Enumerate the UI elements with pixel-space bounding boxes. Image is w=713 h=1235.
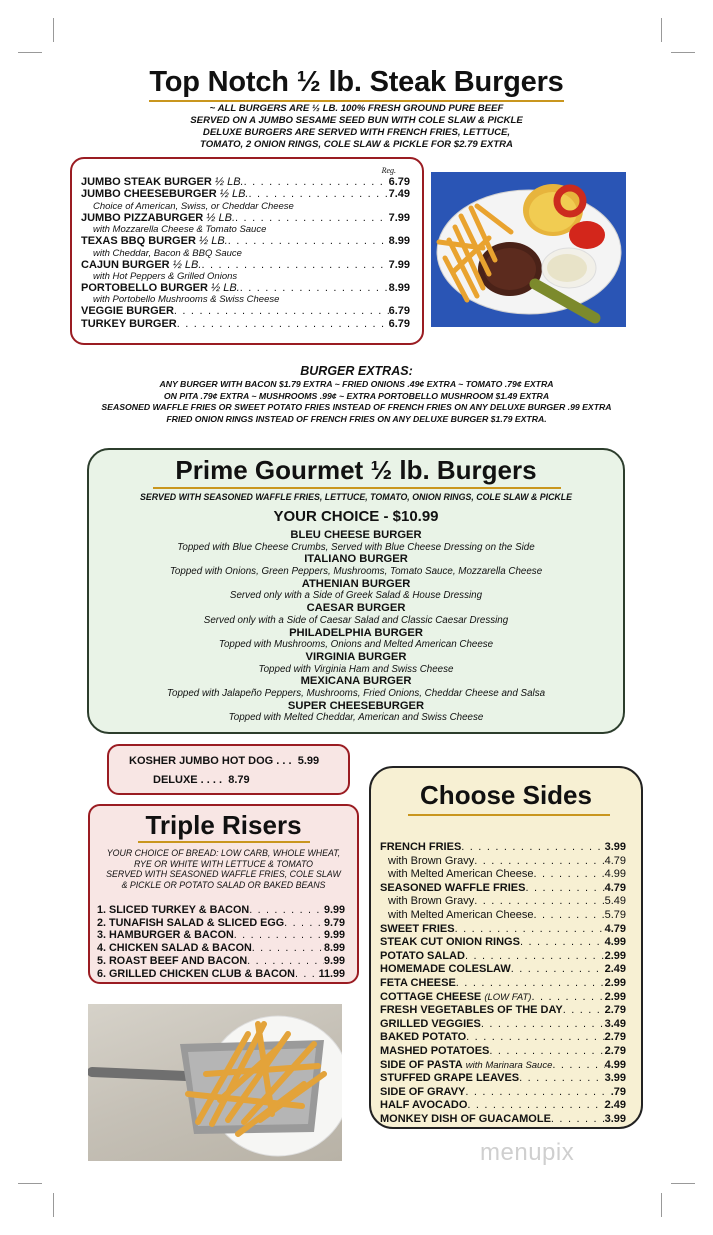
menu-item-description: Choice of American, Swiss, or Cheddar Cheese <box>93 200 294 212</box>
side-item-name: STUFFED GRAPE LEAVES <box>380 1072 520 1085</box>
dot-leader <box>461 841 604 855</box>
menu-item-price: 7.99 <box>388 258 410 271</box>
hot-dog-price: 5.99 <box>297 755 320 767</box>
burger-extras-title: BURGER EXTRAS: <box>300 364 413 378</box>
menu-item <box>81 212 410 224</box>
menu-item-price: 7.99 <box>388 211 410 224</box>
triple-riser-price: 11.99 <box>318 967 345 980</box>
menu-item <box>81 318 410 330</box>
crop-mark <box>53 1193 54 1217</box>
dot-leader <box>465 950 605 964</box>
side-item <box>380 1072 626 1086</box>
gourmet-burger-name: BLEU CHEESE BURGER <box>290 529 422 541</box>
menu-item-name: JUMBO CHEESEBURGER <box>81 188 217 201</box>
hot-dog-label: KOSHER JUMBO HOT DOG . . . <box>129 755 292 767</box>
triple-riser-name: 6. GRILLED CHICKEN CLUB & BACON <box>97 967 295 980</box>
side-item <box>380 1086 626 1100</box>
crop-mark <box>18 1183 42 1184</box>
menu-item <box>81 188 410 200</box>
side-item-price: 5.79 <box>604 908 626 921</box>
gourmet-burger-description: Topped with Virginia Ham and Swiss Cheese <box>258 663 454 675</box>
side-item-name: FRENCH FRIES <box>380 841 462 853</box>
gourmet-price: YOUR CHOICE - $10.99 <box>273 508 439 525</box>
side-item-name: with Melted American Cheese <box>388 868 534 881</box>
side-item <box>380 936 626 950</box>
dot-leader <box>456 977 605 991</box>
side-item <box>380 963 626 977</box>
side-item <box>380 868 626 882</box>
crop-mark <box>661 1193 662 1217</box>
dot-leader <box>551 1113 605 1127</box>
dot-leader <box>247 955 324 968</box>
gourmet-burger-description: Topped with Melted Cheddar, American and Swiss Cheese <box>228 712 484 724</box>
extras-line: ON PITA .79¢ EXTRA ~ MUSHROOMS .99¢ ~ EXTRA PORTOBELLO MUSHROOM $1.49 EXTRA <box>163 390 550 401</box>
side-item <box>380 882 626 896</box>
side-item-name: SIDE OF PASTA <box>380 1058 463 1071</box>
dot-leader <box>228 235 389 247</box>
crop-mark <box>671 52 695 53</box>
sides-title: Choose Sides <box>420 780 592 810</box>
crop-mark <box>18 52 42 53</box>
gourmet-burger-description: Served only with a Side of Greek Salad & House Dressing <box>229 590 483 602</box>
reg-price-label: Reg. <box>381 166 396 175</box>
dot-leader <box>489 1045 604 1059</box>
triple-desc-line: YOUR CHOICE OF BREAD: LOW CARB, WHOLE WHEAT, <box>106 848 341 858</box>
burger-extras-text <box>0 379 713 425</box>
dot-leader <box>174 305 389 317</box>
side-item-name: SIDE OF GRAVY <box>380 1085 466 1098</box>
side-item <box>380 1018 626 1032</box>
side-item <box>380 1059 626 1073</box>
crop-mark <box>671 1183 695 1184</box>
gourmet-served-with: SERVED WITH SEASONED WAFFLE FRIES, LETTUCE, TOMATO, ONION RINGS, COLE SLAW & PICKLE <box>139 492 573 502</box>
triple-riser-item <box>97 968 345 981</box>
triple-riser-price: 9.99 <box>323 954 345 967</box>
side-item-name: MASHED POTATOES <box>380 1044 490 1057</box>
triple-riser-name: 4. CHICKEN SALAD & BACON <box>97 942 252 955</box>
burger-plate-illustration <box>431 172 626 327</box>
side-item-price: .79 <box>610 1085 626 1098</box>
side-item-price: 4.79 <box>604 881 626 894</box>
dot-leader <box>249 188 389 200</box>
dot-leader <box>295 968 319 981</box>
menu-item-price: 6.79 <box>388 176 410 188</box>
hot-dog-menu <box>107 744 350 795</box>
dot-leader <box>534 909 605 923</box>
side-item-name: with Brown Gravy <box>388 895 475 908</box>
triple-riser-name: 5. ROAST BEEF AND BACON <box>97 954 248 967</box>
menu-item-price: 8.99 <box>388 282 410 295</box>
side-item <box>380 855 626 869</box>
side-item-price: 5.49 <box>604 895 626 908</box>
steak-burger-menu <box>70 157 424 345</box>
menu-item-name: JUMBO STEAK BURGER <box>81 176 212 188</box>
dot-leader <box>235 212 389 224</box>
triple-riser-price: 9.99 <box>323 929 345 942</box>
dot-leader <box>466 1031 604 1045</box>
side-item <box>380 1045 626 1059</box>
triple-riser-price: 9.99 <box>323 904 345 916</box>
triple-riser-name: 1. SLICED TURKEY & BACON <box>97 904 250 916</box>
menu-item-size: ½ LB. <box>198 235 228 248</box>
sides-title-underline <box>408 814 610 816</box>
triple-riser-price: 9.79 <box>323 916 345 929</box>
menu-item-size: ½ LB. <box>219 188 249 201</box>
menu-item <box>81 259 410 271</box>
gourmet-burger-name: SUPER CHEESEBURGER <box>287 699 425 712</box>
triple-risers-list <box>97 904 345 980</box>
menu-item-size: ½ LB. <box>210 282 240 295</box>
fries-basket-photo <box>88 1004 342 1161</box>
side-item-price: 4.99 <box>604 868 626 881</box>
side-item <box>380 1113 626 1127</box>
gourmet-burger-description: Topped with Jalapeño Peppers, Mushrooms, Fried Onions, Cheddar Cheese and Salsa <box>166 687 546 699</box>
side-item-price: 3.49 <box>604 1017 626 1030</box>
side-item-name: SWEET FRIES <box>380 922 455 935</box>
dot-leader <box>531 991 604 1005</box>
menu-item-name: PORTOBELLO BURGER <box>81 282 208 295</box>
triple-riser-item <box>97 917 345 930</box>
gourmet-burger-description: Topped with Onions, Green Peppers, Mushrooms, Tomato Sauce, Mozzarella Cheese <box>169 565 543 577</box>
dot-leader <box>474 855 604 869</box>
dot-leader <box>525 882 604 896</box>
side-item-name: with Melted American Cheese <box>388 908 534 921</box>
side-item <box>380 1031 626 1045</box>
menu-item-price: 6.79 <box>388 317 410 330</box>
side-item-note: with Marinara Sauce <box>465 1059 553 1071</box>
dot-leader <box>481 1018 605 1032</box>
triple-riser-item <box>97 904 345 917</box>
side-item-name: GRILLED VEGGIES <box>380 1017 481 1030</box>
extras-line: FRIED ONION RINGS INSTEAD OF FRENCH FRIES ON ANY DELUXE BURGER $1.79 EXTRA. <box>166 413 547 424</box>
side-item <box>380 1004 626 1018</box>
triple-desc-line: & PICKLE OR POTATO SALAD OR BAKED BEANS <box>121 879 326 890</box>
side-item-price: 4.99 <box>604 936 626 949</box>
gourmet-burger-name: ITALIANO BURGER <box>304 553 408 566</box>
gourmet-burger-name: VIRGINIA BURGER <box>305 650 407 663</box>
side-item-price: 3.99 <box>604 1072 626 1085</box>
side-item-name: BAKED POTATO <box>380 1031 467 1044</box>
dot-leader <box>240 282 389 294</box>
side-item-price: 3.99 <box>604 1112 626 1125</box>
dot-leader <box>244 176 389 188</box>
triple-riser-price: 8.99 <box>323 942 345 955</box>
side-item-price: 2.99 <box>604 990 626 1003</box>
gourmet-burger-list <box>89 529 623 724</box>
sides-list <box>380 841 626 1126</box>
side-item-name: MONKEY DISH OF GUACAMOLE <box>380 1112 551 1125</box>
side-item-note: (LOW FAT) <box>484 991 532 1003</box>
side-item <box>380 991 626 1005</box>
hot-dog-line <box>129 755 319 767</box>
dot-leader <box>234 929 324 942</box>
intro-line: ~ ALL BURGERS ARE ½ LB. 100% FRESH GROUND PURE BEEF <box>209 103 504 114</box>
side-item-name: FRESH VEGETABLES OF THE DAY <box>380 1004 563 1017</box>
hot-dog-deluxe-price: 8.79 <box>228 774 250 786</box>
gourmet-title: Prime Gourmet ½ lb. Burgers <box>175 455 537 485</box>
side-item-price: 2.79 <box>604 1031 626 1044</box>
side-item-name: HALF AVOCADO <box>380 1099 468 1112</box>
menu-item <box>81 235 410 247</box>
side-item-price: 4.79 <box>604 922 626 935</box>
side-item <box>380 923 626 937</box>
triple-riser-name: 2. TUNAFISH SALAD & SLICED EGG <box>97 916 285 929</box>
menu-item-description: with Mozzarella Cheese & Tomato Sauce <box>93 224 267 236</box>
side-item-price: 2.99 <box>604 949 626 962</box>
triple-riser-item <box>97 929 345 942</box>
gourmet-title-underline <box>153 487 561 489</box>
title-underline <box>149 100 564 102</box>
side-item-price: 4.99 <box>604 1058 626 1071</box>
steak-burger-list <box>81 176 410 330</box>
dot-leader <box>177 318 389 330</box>
intro-line: SERVED ON A JUMBO SESAME SEED BUN WITH COLE SLAW & PICKLE <box>190 115 523 126</box>
side-item-price: 4.79 <box>604 854 626 867</box>
menu-item-price: 7.49 <box>388 188 410 201</box>
dot-leader <box>249 904 324 917</box>
hot-dog-deluxe-label: DELUXE . . . . <box>153 774 223 786</box>
side-item <box>380 895 626 909</box>
gourmet-burger-description: Served only with a Side of Caesar Salad and Classic Caesar Dressing <box>203 614 509 626</box>
gourmet-burger-name: MEXICANA BURGER <box>300 675 412 688</box>
menu-item-name: VEGGIE BURGER <box>81 305 174 318</box>
gourmet-burger-description: Topped with Mushrooms, Onions and Melted American Cheese <box>218 639 494 651</box>
menu-item-description: with Hot Peppers & Grilled Onions <box>93 271 238 283</box>
menu-item-size: ½ LB. <box>214 176 244 188</box>
side-item-price: 2.99 <box>604 976 626 989</box>
side-item-price: 2.79 <box>604 1004 626 1017</box>
dot-leader <box>519 1072 604 1086</box>
side-item <box>380 1099 626 1113</box>
dot-leader <box>563 1004 605 1018</box>
menu-item <box>81 305 410 317</box>
side-item-price: 2.49 <box>604 1099 626 1112</box>
menu-item-name: TEXAS BBQ BURGER <box>81 235 196 248</box>
dot-leader <box>511 963 605 977</box>
extras-line: SEASONED WAFFLE FRIES OR SWEET POTATO FRIES INSTEAD OF FRENCH FRIES ON ANY DELUXE BURGER .99 EXTRA <box>101 402 612 412</box>
choose-sides-menu <box>369 766 643 1129</box>
menu-item-name: CAJUN BURGER <box>81 258 170 271</box>
dot-leader <box>552 1059 604 1073</box>
side-item-name: FETA CHEESE <box>380 976 456 989</box>
page-title: Top Notch ½ lb. Steak Burgers <box>149 66 564 98</box>
intro-line: DELUXE BURGERS ARE SERVED WITH FRENCH FRIES, LETTUCE, <box>202 127 511 138</box>
side-item-name: with Brown Gravy <box>388 854 475 867</box>
menu-item-price: 8.99 <box>388 235 410 248</box>
menu-item <box>81 282 410 294</box>
side-item-name: SEASONED WAFFLE FRIES <box>380 881 526 894</box>
dot-leader <box>467 1099 604 1113</box>
triple-title-underline <box>138 841 310 843</box>
dot-leader <box>474 895 604 909</box>
menu-item-name: JUMBO PIZZABURGER <box>81 211 204 224</box>
gourmet-burger-menu <box>87 448 625 734</box>
menu-item-description: with Cheddar, Bacon & BBQ Sauce <box>93 247 242 259</box>
dot-leader <box>465 1086 610 1100</box>
menu-item <box>81 176 410 188</box>
menu-item-size: ½ LB. <box>206 211 236 224</box>
side-item-name: COTTAGE CHEESE <box>380 990 482 1003</box>
gourmet-burger-name: ATHENIAN BURGER <box>301 577 411 590</box>
side-item <box>380 977 626 991</box>
dot-leader <box>520 936 605 950</box>
triple-riser-name: 3. HAMBURGER & BACON <box>97 929 234 942</box>
crop-mark <box>53 18 54 42</box>
side-item-price: 2.79 <box>604 1044 626 1057</box>
side-item-price: 2.49 <box>604 963 626 976</box>
side-item-name: STEAK CUT ONION RINGS <box>380 936 520 949</box>
side-item <box>380 950 626 964</box>
burger-intro <box>0 103 713 151</box>
triple-risers-description <box>94 848 353 890</box>
dot-leader <box>455 923 605 937</box>
side-item-name: HOMEMADE COLESLAW <box>380 963 511 976</box>
hot-dog-deluxe-line <box>153 774 250 786</box>
triple-desc-line: RYE OR WHITE WITH LETTUCE & TOMATO <box>133 858 314 869</box>
dot-leader <box>201 259 388 271</box>
gourmet-burger-name: CAESAR BURGER <box>306 602 406 615</box>
gourmet-burger-description: Topped with Blue Cheese Crumbs, Served with Blue Cheese Dressing on the Side <box>177 541 535 553</box>
triple-riser-item <box>97 942 345 955</box>
side-item <box>380 909 626 923</box>
intro-line: TOMATO, 2 ONION RINGS, COLE SLAW & PICKLE FOR $2.79 EXTRA <box>200 139 513 150</box>
triple-riser-item <box>97 955 345 968</box>
side-item <box>380 841 626 855</box>
triple-risers-menu <box>88 804 359 984</box>
dot-leader <box>252 942 324 955</box>
menu-item-size: ½ LB. <box>172 258 202 271</box>
menupix-watermark: menupix <box>480 1139 575 1166</box>
dot-leader <box>284 917 324 930</box>
side-item-name: POTATO SALAD <box>380 949 465 962</box>
fries-basket-illustration <box>88 1004 342 1161</box>
crop-mark <box>661 18 662 42</box>
menu-item-description: with Portobello Mushrooms & Swiss Cheese <box>93 294 280 306</box>
menu-item-name: TURKEY BURGER <box>81 317 177 330</box>
triple-risers-title: Triple Risers <box>145 810 302 840</box>
extras-line: ANY BURGER WITH BACON $1.79 EXTRA ~ FRIED ONIONS .49¢ EXTRA ~ TOMATO .79¢ EXTRA <box>159 379 554 389</box>
burger-plate-photo <box>431 172 626 327</box>
side-item-price: 3.99 <box>604 841 626 853</box>
dot-leader <box>534 868 605 882</box>
triple-desc-line: SERVED WITH SEASONED WAFFLE FRIES, COLE SLAW <box>106 869 341 880</box>
menu-item-price: 6.79 <box>388 305 410 318</box>
gourmet-burger-name: PHILADELPHIA BURGER <box>289 626 423 639</box>
